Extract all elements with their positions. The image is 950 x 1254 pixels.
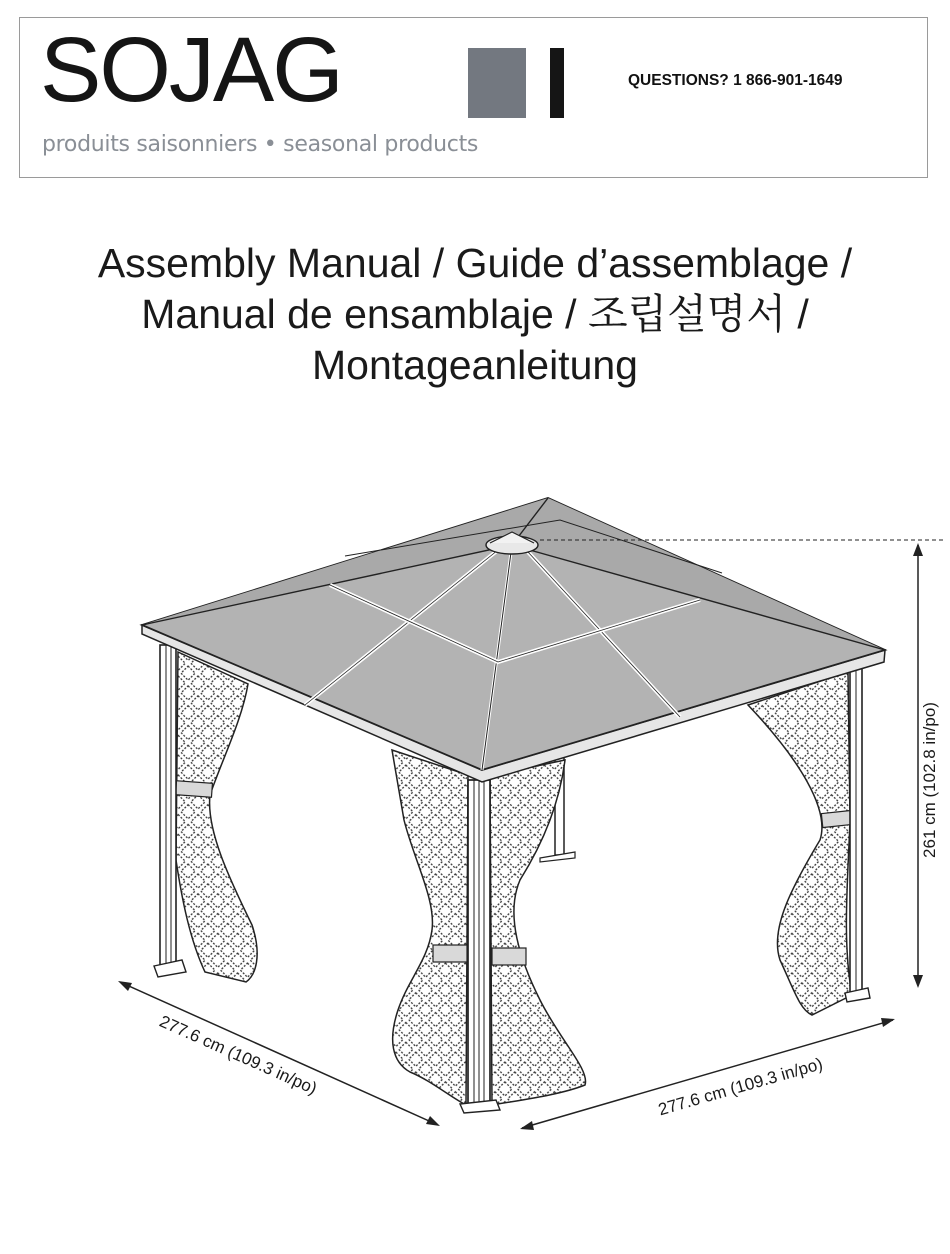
logo-bar-icon (550, 48, 564, 118)
title-line-1: Assembly Manual / Guide d’assemblage / (97, 240, 853, 286)
curtain-tie-right (821, 810, 852, 827)
title-line-3: Montageanleitung (312, 342, 638, 388)
logo-square-icon (468, 48, 526, 118)
support-phone: QUESTIONS? 1 866-901-1649 (628, 72, 843, 89)
width-right-label: 277.6 cm (109.3 in/po) (656, 1054, 825, 1120)
brand-tagline: produits saisonniers • seasonal products (42, 132, 479, 157)
brand-logo: SOJAG (40, 19, 342, 121)
title-line-2: Manual de ensamblaje / 조립설명서 / (141, 291, 809, 337)
curtain-tie-left (176, 781, 213, 797)
height-label: 261 cm (102.8 in/po) (920, 702, 939, 858)
gazebo-illustration (0, 480, 950, 1140)
curtain-tie-front-right (492, 948, 526, 965)
manual-title (0, 238, 950, 391)
curtain-front-right (490, 760, 586, 1105)
curtain-right (748, 672, 852, 1015)
dimension-width-left (118, 981, 440, 1126)
curtain-tie-front-left (433, 945, 467, 962)
header-box (19, 17, 928, 178)
width-left-label: 277.6 cm (109.3 in/po) (156, 1011, 320, 1099)
curtain-left (176, 652, 257, 982)
curtain-front-left (392, 750, 468, 1105)
